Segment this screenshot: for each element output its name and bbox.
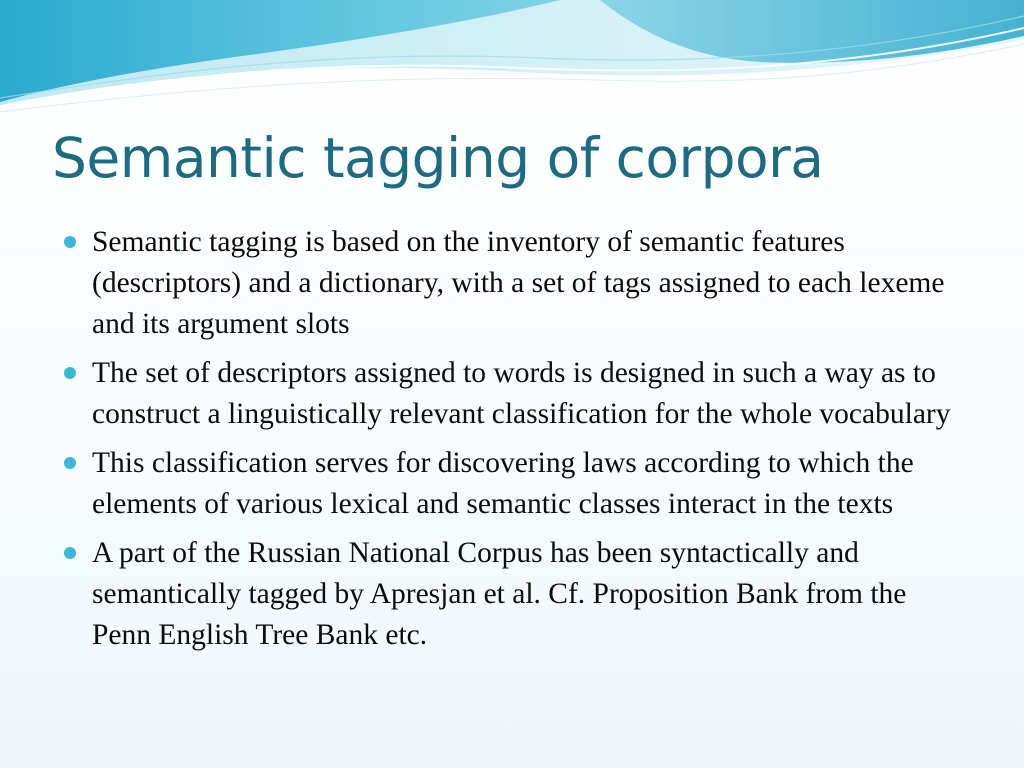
bullet-list — [62, 222, 972, 664]
bullet-text: A part of the Russian National Corpus has been syntactically and semantically tagged by Apresjan et al. Cf. Proposition Bank from the Penn English Tree Bank etc. — [92, 537, 907, 651]
bullet-item — [62, 353, 972, 435]
slide-title: Semantic tagging of corpora — [52, 126, 824, 190]
bullet-dot-icon — [64, 367, 76, 379]
bullet-text: The set of descriptors assigned to words is designed in such a way as to construct a linguistically relevant classification for the whole vocabulary — [92, 357, 951, 430]
bullet-item — [62, 533, 972, 656]
bullet-dot-icon — [64, 236, 76, 248]
bullet-text: Semantic tagging is based on the inventory of semantic features (descriptors) and a dictionary, with a set of tags assigned to each lexeme and its argument slots — [92, 226, 945, 340]
bullet-item — [62, 222, 972, 345]
bullet-text: This classification serves for discovering laws according to which the elements of various lexical and semantic classes interact in the texts — [92, 447, 914, 520]
bullet-dot-icon — [64, 547, 76, 559]
bullet-item — [62, 443, 972, 525]
wave-header-decoration — [0, 0, 1024, 120]
bullet-dot-icon — [64, 457, 76, 469]
